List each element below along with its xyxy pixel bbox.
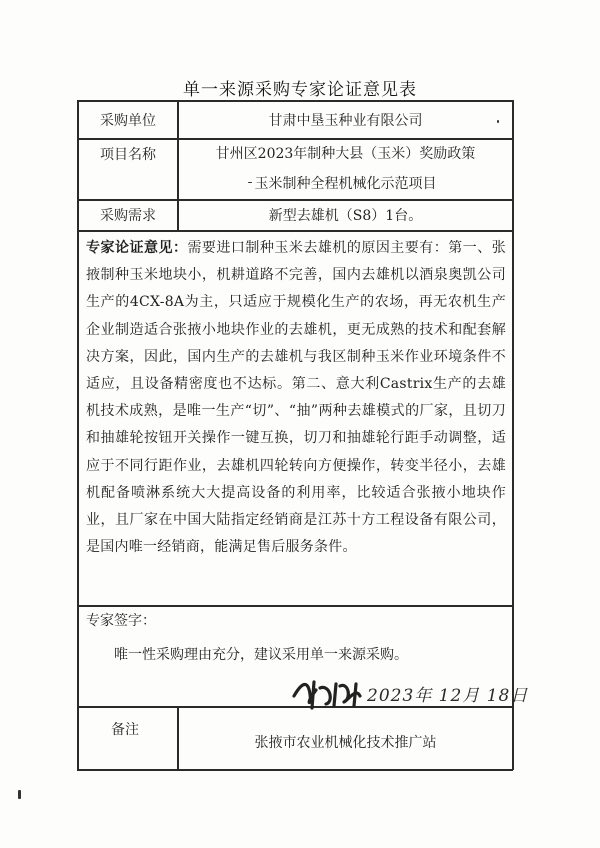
unit-label: 采购单位 — [100, 112, 156, 129]
table-border-right — [512, 100, 514, 770]
table-border-bottom — [77, 769, 513, 771]
project-value — [179, 139, 512, 199]
scan-mark — [497, 120, 499, 123]
project-value-line1: 甘州区2023年制种大县（玉米）奖励政策 — [215, 146, 476, 162]
unit-value: 甘肃中垦玉种业有限公司 — [268, 112, 423, 129]
row-divider — [77, 230, 513, 232]
remark-value: 张掖市农业机械化技术推广站 — [254, 735, 437, 751]
signature-statement: 唯一性采购理由充分，建议采用单一来源采购。 — [114, 647, 408, 663]
signature-date: 2023年 12月 18日 — [367, 686, 529, 706]
opinion-label: 专家论证意见： — [86, 240, 188, 256]
project-label: 项目名称 — [100, 147, 156, 163]
need-label: 采购需求 — [100, 208, 156, 224]
remark-label: 备注 — [111, 722, 139, 738]
document-title: 单一来源采购专家论证意见表 — [183, 80, 417, 100]
expert-opinion — [86, 235, 506, 561]
need-value: 新型去雄机（S8）1台。 — [268, 208, 423, 224]
scan-mark — [248, 182, 252, 183]
opinion-text: 需要进口制种玉米去雄机的原因主要有：第一、张掖制种玉米地块小，机耕道路不完善，国内去雄机以酒泉奥凯公司生产的4CX-8A为主，只适应于规模化生产的农场，再无农机生产企业制造适合张掖小地块作业的去雄机，更无成熟的技术和配套解决方案，因此，国内生产的去雄机与我区制种玉米作业环境条件不适应，且设备精密度也不达标。第二、意大利Castrix生产的去雄机技术成熟，是唯一生产“切”、“抽”两种去雄模式的厂家，且切刀和抽雄轮按钮开关操作一键互换，切刀和抽雄轮行距手动调整，适应于不同行距作业，去雄机四轮转向方便操作，转变半径小，去雄机配备喷淋系统大大提高设备的利用率，比较适合张掖小地块作业，且厂家在中国大陆指定经销商是江苏十方工程设备有限公司，是国内唯一经销商，能满足售后服务条件。 — [86, 240, 506, 556]
signature-label: 专家签字： — [86, 613, 156, 629]
scan-mark — [18, 790, 21, 799]
row-divider — [77, 605, 513, 607]
project-value-line2: 玉米制种全程机械化示范项目 — [254, 176, 437, 192]
